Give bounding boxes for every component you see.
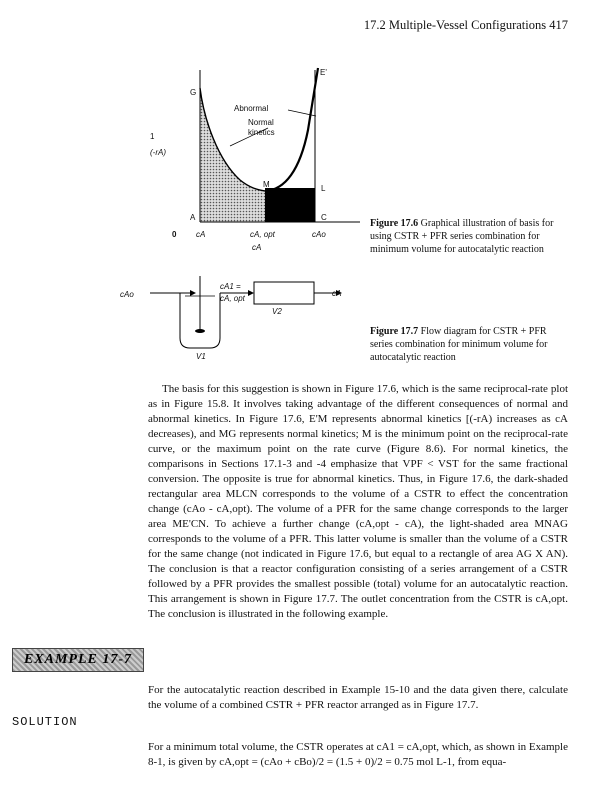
point-a-label: A (190, 213, 196, 222)
figure-17-6-caption (370, 217, 570, 256)
example-label: EXAMPLE 17-7 (23, 652, 133, 667)
running-header: 17.2 Multiple-Vessel Configurations 417 (363, 18, 568, 32)
point-e-label: E' (320, 68, 327, 77)
solution-text: For a minimum total volume, the CSTR operates at cA1 = cA,opt, which, as shown in Example 8-1, is given by cA,opt = (cAo + cBo)/2 = (1.5 + 0)/2 = 0.75 mol L-1, from equa- (148, 741, 568, 768)
y-axis-label-denominator: (-rA) (150, 148, 166, 157)
origin-label: 0 (172, 230, 177, 239)
solution-label: SOLUTION (12, 715, 78, 729)
figure-17-7-diagram (140, 268, 360, 358)
x-tick-cA: cA (196, 230, 206, 239)
outlet-label: cA (332, 289, 342, 298)
figure-17-7-caption-label: Figure 17.7 (370, 326, 419, 337)
point-m-label: M (263, 180, 270, 189)
figure-17-6-caption-label: Figure 17.6 (370, 218, 419, 229)
point-g-label: G (190, 88, 197, 97)
v2-label: V2 (272, 307, 282, 316)
point-l-label: L (321, 184, 326, 193)
cstr-outlet-label-2: cA, opt (220, 294, 245, 303)
x-tick-cA-opt: cA, opt (250, 230, 275, 239)
kinetics-label: kinetics (248, 128, 275, 137)
x-tick-cAo: cAo (312, 230, 326, 239)
y-axis-label-numerator: 1 (150, 132, 155, 141)
example-text: For the autocatalytic reaction described in Example 15-10 and the data given there, calculate the volume of a combined CSTR + PFR reactor arranged as in Figure 17.7. (148, 684, 568, 711)
cstr-outlet-label-1: cA1 = (220, 282, 241, 291)
inlet-label: cAo (120, 290, 134, 299)
dark-shaded-area (265, 188, 315, 222)
figure-17-6-caption-text: Graphical illustration of basis for using CSTR + PFR series combination for minimum volume for autocatalytic reaction (370, 218, 554, 255)
normal-label: Normal (248, 118, 274, 127)
figure-17-7-caption-text: Flow diagram for CSTR + PFR series combination for minimum volume for autocatalytic reaction (370, 326, 548, 363)
figure-17-7-caption (370, 325, 570, 364)
body-paragraph: The basis for this suggestion is shown in Figure 17.6, which is the same reciprocal-rate plot as in Figure 15.8. It involves taking advantage of the different consequences of normal and abnormal kinetics. In Figure 17.6, E'M represents abnormal kinetics [(-rA) increases as cA decreases), and MG represents normal kinetics; M is the minimum point on the reciprocal-rate curve, or the maximum point on the rate curve (Figure 8.6). For normal kinetics, the comparisons in Sections 17.1-3 and -4 emphasize that VPF < VST for the same fractional conversion. The opposite is true for abnormal kinetics. Thus, in Figure 17.6, the dark-shaded rectangular area MLCN corresponds to the volume of a CSTR to effect the concentration change (cAo - cA,opt). The volume of a PFR for the same change corresponds to the larger area ME'CN. To achieve a further change (cA,opt - cA), the light-shaded area MNAG corresponds to the volume of a PFR. This latter volume is smaller than the volume of a CSTR for the same change (not indicated in Figure 17.6, but equal to a rectangle of area AG X AN). The conclusion is that a reactor configuration consisting of a series arrangement of a CSTR followed by a PFR provides the smallest possible (total) volume for an autocatalytic reaction. This arrangement is shown in Figure 17.7. The outlet concentration from the CSTR is cA,opt. The conclusion is illustrated in the following example. (148, 383, 568, 620)
v1-label: V1 (196, 352, 206, 361)
x-axis-label: cA (252, 243, 262, 252)
pfr-vessel (254, 282, 314, 304)
example-banner (12, 648, 144, 672)
abnormal-label: Abnormal (234, 104, 269, 113)
point-c-label: C (321, 213, 327, 222)
